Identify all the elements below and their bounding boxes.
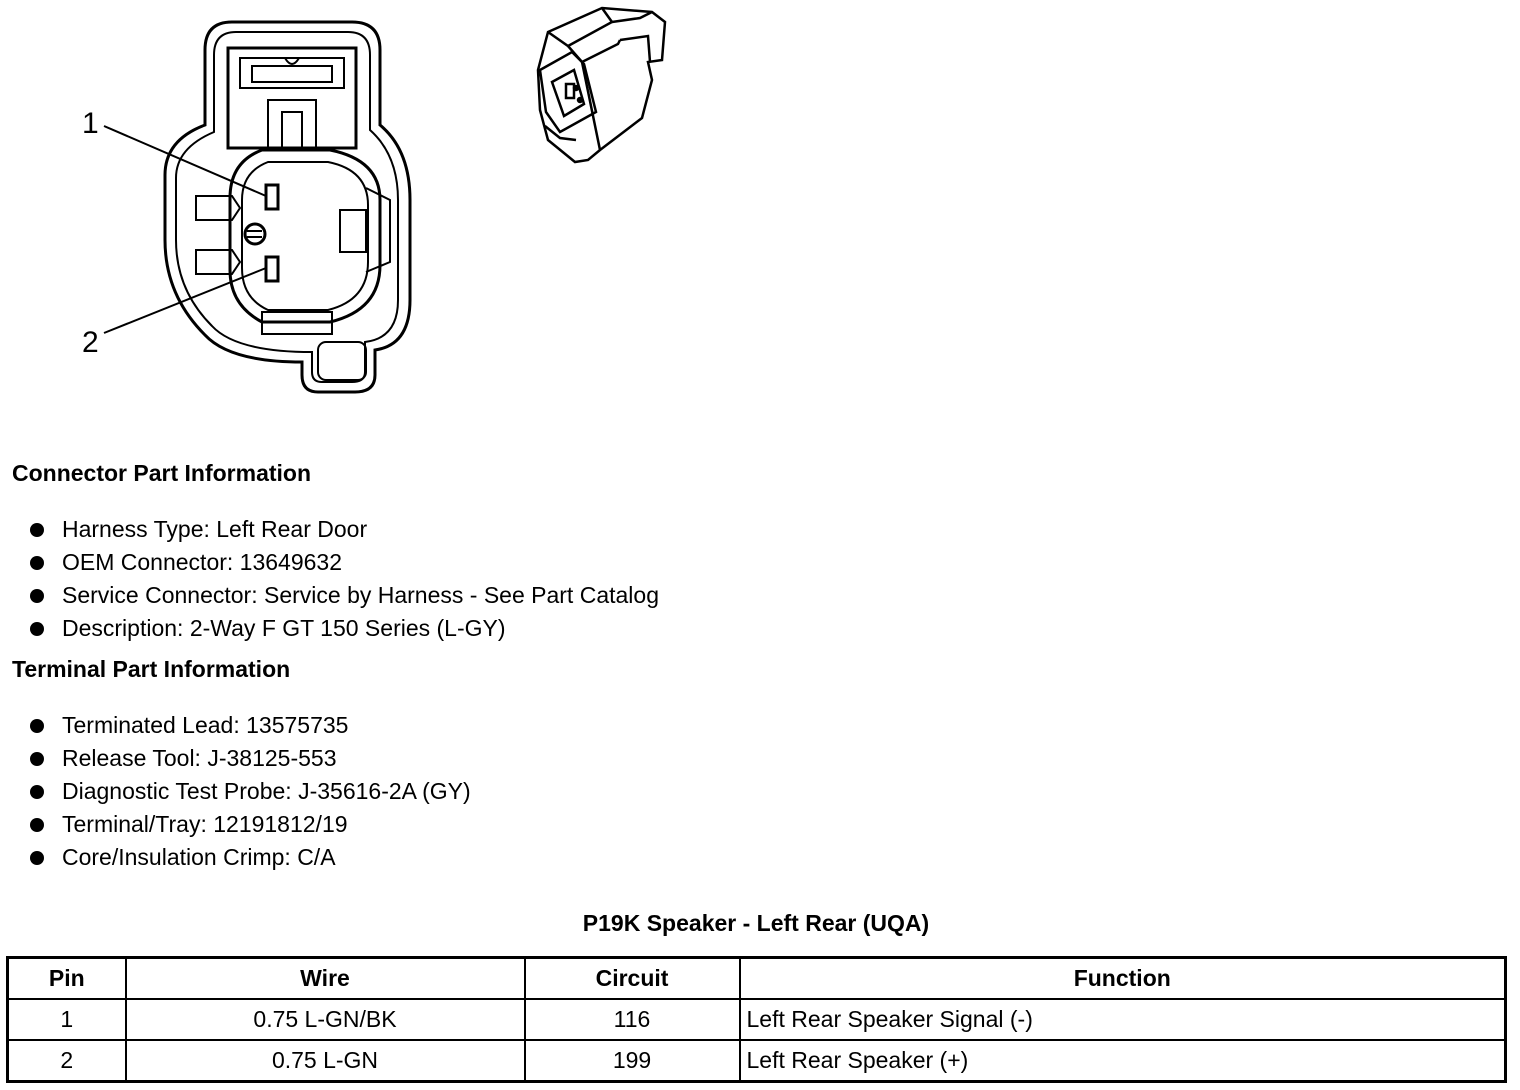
bullet-icon xyxy=(30,523,44,537)
header-function: Function xyxy=(740,958,1506,1000)
cell-pin: 2 xyxy=(8,1040,126,1082)
bullet-icon xyxy=(30,785,44,799)
list-item xyxy=(30,841,471,874)
pin-1-label: 1 xyxy=(82,107,99,140)
header-wire: Wire xyxy=(126,958,525,1000)
connector-info-text: Harness Type: Left Rear Door xyxy=(62,516,368,542)
connector-part-info-heading: Connector Part Information xyxy=(12,460,312,486)
connector-part-info-list xyxy=(30,513,659,645)
list-item xyxy=(30,709,471,742)
terminal-part-info-heading: Terminal Part Information xyxy=(12,656,291,682)
bullet-icon xyxy=(30,719,44,733)
cell-wire: 0.75 L-GN xyxy=(126,1040,525,1082)
connector-info-text: OEM Connector: 13649632 xyxy=(62,549,343,575)
cell-circuit: 199 xyxy=(525,1040,740,1082)
cell-circuit: 116 xyxy=(525,999,740,1040)
bullet-icon xyxy=(30,556,44,570)
list-item xyxy=(30,579,659,612)
terminal-info-text: Release Tool: J-38125-553 xyxy=(62,745,337,771)
cell-wire: 0.75 L-GN/BK xyxy=(126,999,525,1040)
connector-face-view xyxy=(104,22,410,392)
terminal-info-text: Terminated Lead: 13575735 xyxy=(62,712,349,738)
cell-function: Left Rear Speaker (+) xyxy=(740,1040,1506,1082)
table-row xyxy=(8,1040,1506,1082)
cell-function: Left Rear Speaker Signal (-) xyxy=(740,999,1506,1040)
bullet-icon xyxy=(30,818,44,832)
bullet-icon xyxy=(30,752,44,766)
bullet-icon xyxy=(30,851,44,865)
pin-2-label: 2 xyxy=(82,326,99,359)
bullet-icon xyxy=(30,622,44,636)
connector-info-text: Service Connector: Service by Harness - See Part Catalog xyxy=(62,582,659,608)
pin-table xyxy=(6,956,1507,1083)
connector-info-text: Description: 2-Way F GT 150 Series (L-GY) xyxy=(62,615,506,641)
connector-diagram xyxy=(0,0,700,410)
header-pin: Pin xyxy=(8,958,126,1000)
terminal-info-text: Core/Insulation Crimp: C/A xyxy=(62,844,336,870)
list-item xyxy=(30,775,471,808)
terminal-part-info-list xyxy=(30,709,471,874)
terminal-info-text: Terminal/Tray: 12191812/19 xyxy=(62,811,348,837)
connector-isometric-view xyxy=(538,8,665,162)
list-item xyxy=(30,742,471,775)
header-circuit: Circuit xyxy=(525,958,740,1000)
pin-table-title: P19K Speaker - Left Rear (UQA) xyxy=(582,910,930,936)
list-item xyxy=(30,612,659,645)
list-item xyxy=(30,808,471,841)
bullet-icon xyxy=(30,589,44,603)
list-item xyxy=(30,546,659,579)
terminal-info-text: Diagnostic Test Probe: J-35616-2A (GY) xyxy=(62,778,471,804)
list-item xyxy=(30,513,659,546)
cell-pin: 1 xyxy=(8,999,126,1040)
table-header-row xyxy=(8,958,1506,1000)
table-row xyxy=(8,999,1506,1040)
